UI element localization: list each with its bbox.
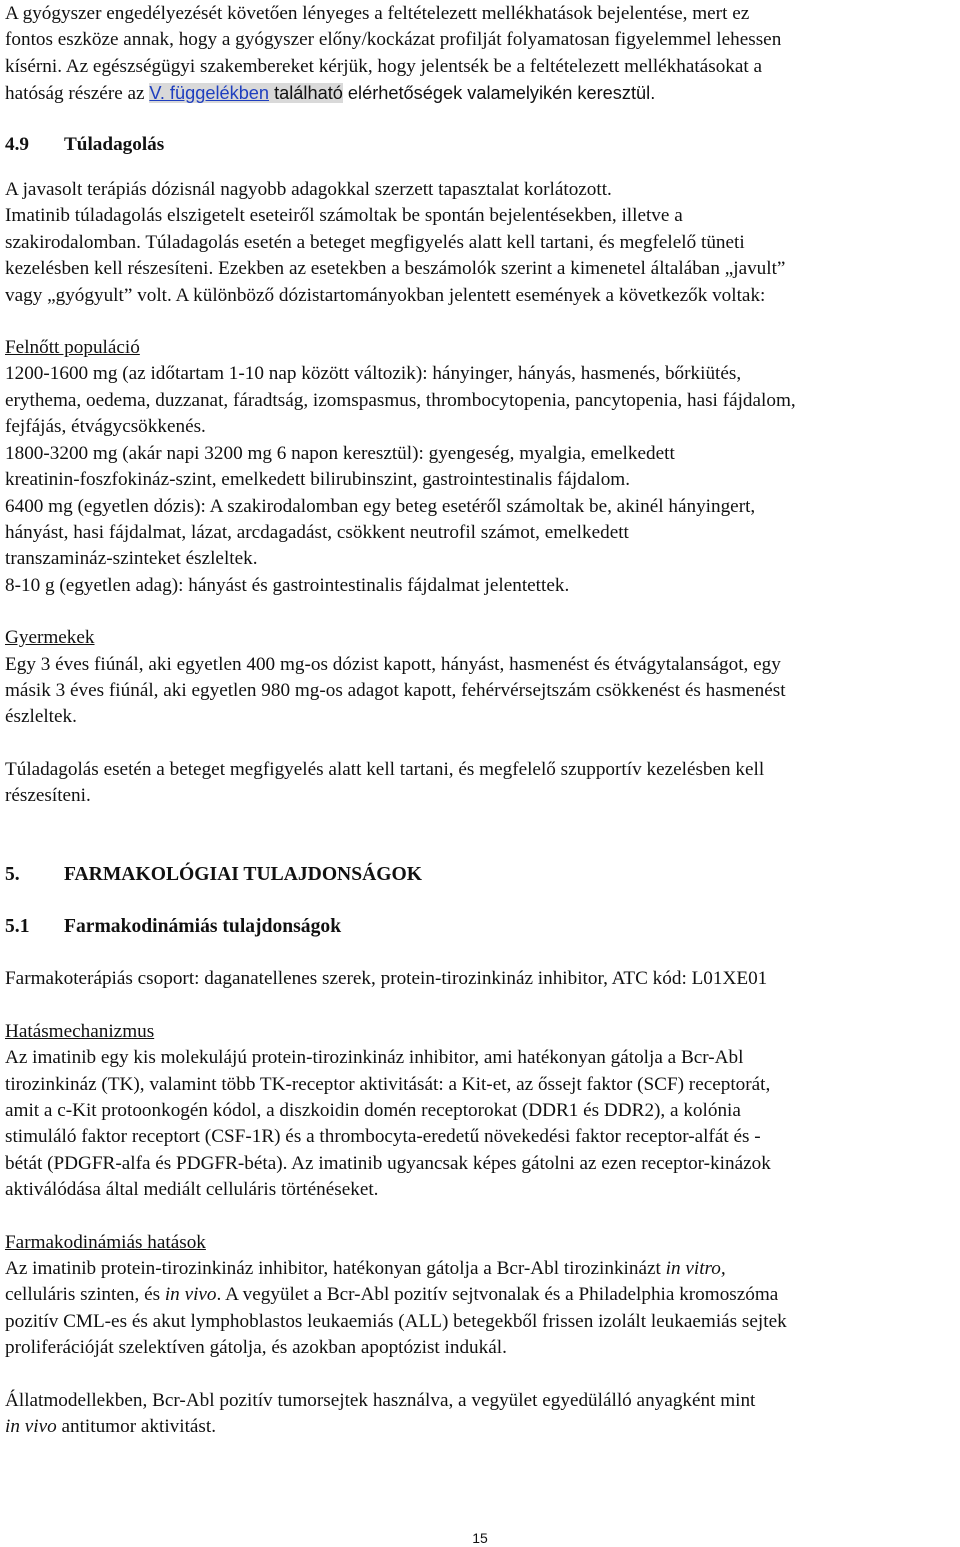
text-line: A javasolt terápiás dózisnál nagyobb adagokkal szerzett tapasztalat korlátozott. <box>5 179 612 201</box>
adult-population-block <box>5 335 955 599</box>
text-line: szakirodalomban. Túladagolás esetén a beteget megfigyelés alatt kell tartani, és megfelelő tüneti <box>5 231 745 253</box>
subheading-children: Gyermekek <box>5 627 95 649</box>
subheading-adult-population: Felnőtt populáció <box>5 337 140 359</box>
highlighted-text: található <box>269 83 343 104</box>
text-line <box>5 80 955 107</box>
text-fragment: Az imatinib protein-tirozinkináz inhibitor, hatékonyan gátolja a Bcr-Abl tirozinkinázt <box>5 1258 666 1280</box>
section-heading-5 <box>5 862 955 888</box>
text-line: 1800-3200 mg (akár napi 3200 mg 6 napon keresztül): gyengeség, myalgia, emelkedett <box>5 442 675 464</box>
text-line: Állatmodellekben, Bcr-Abl pozitív tumorsejtek használva, a vegyület egyedülálló anyagként mint <box>5 1389 756 1411</box>
section-number: 5.1 <box>5 915 30 937</box>
text-line: 6400 mg (egyetlen dózis): A szakirodalomban egy beteg esetéről számoltak be, akinél hányingert, <box>5 495 756 517</box>
text-line: tirozinkináz (TK), valamint több TK-receptor aktivitását: a Kit-et, az őssejt faktor (SCF) receptorát, <box>5 1073 771 1095</box>
text-line: Az imatinib egy kis molekulájú protein-tirozinkináz inhibitor, ami hatékonyan gátolja a Bcr-Abl <box>5 1047 744 1069</box>
text-line: stimuláló faktor receptort (CSF-1R) és a thrombocyta-eredetű növekedési faktor receptor-alfát és - <box>5 1126 761 1148</box>
overdose-paragraph <box>5 177 955 309</box>
text-line: Egy 3 éves fiúnál, aki egyetlen 400 mg-os dózist kapott, hányást, hasmenést és étvágytalanságot, egy <box>5 653 781 675</box>
section-heading-5-1 <box>5 914 955 940</box>
children-block <box>5 625 955 731</box>
text-line: 1200-1600 mg (az időtartam 1-10 nap között változik): hányinger, hányás, hasmenés, bőrkiütés, <box>5 363 742 385</box>
text-line: A gyógyszer engedélyezését követően lényeges a feltételezett mellékhatások bejelentése, mert ez <box>5 3 750 24</box>
text-line: erythema, oedema, duzzanat, fáradtság, izomspasmus, thrombocytopenia, pancytopenia, hasi fájdalom, <box>5 389 796 411</box>
text-line: kísérni. Az egészségügyi szakembereket kérjük, hogy jelentsék be a feltételezett mellékhatásokat a <box>5 55 763 77</box>
text-line: kezelésben kell részesíteni. Ezekben az esetekben a beszámolók szerint a kimenetel általában „javult” <box>5 258 786 280</box>
text-line: fejfájás, étvágycsökkenés. <box>5 416 206 438</box>
italic-term: in vitro, <box>665 1258 726 1280</box>
text-line: amit a c-Kit protoonkogén kódol, a diszkoidin domén receptorokat (DDR1 és DDR2), a kolónia <box>5 1100 741 1121</box>
text-line: aktiválódása által mediált celluláris történéseket. <box>5 1179 379 1201</box>
text-line: proliferációját szelektíven gátolja, és azokban apoptózist indukál. <box>5 1337 507 1359</box>
intro-paragraph <box>5 1 955 108</box>
text-line <box>5 1282 955 1308</box>
text-fragment: celluláris szinten, és <box>5 1284 165 1306</box>
text-line: vagy „gyógyult” volt. A különböző dózistartományokban jelentett események a következők voltak: <box>5 284 766 306</box>
text-fragment: antitumor aktivitást. <box>56 1416 217 1438</box>
text-line <box>5 1256 955 1282</box>
section-title: FARMAKOLÓGIAI TULAJDONSÁGOK <box>64 863 422 885</box>
text-fragment: hatóság részére az <box>5 83 150 105</box>
text-line: fontos eszköze annak, hogy a gyógyszer előny/kockázat profilját folyamatosan figyelemmel lehessen <box>5 29 782 51</box>
appendix-link[interactable]: V. függelékben <box>149 83 270 104</box>
text-fragment: elérhetőségek valamelyikén keresztül. <box>342 83 656 104</box>
text-line: hányást, hasi fájdalmat, lázat, arcdagadást, csökkent neutrofil számot, emelkedett <box>5 521 629 543</box>
text-line: bétát (PDGFR-alfa és PDGFR-béta). Az imatinib ugyancsak képes gátolni az ezen receptor-kinázok <box>5 1152 771 1174</box>
closing-paragraph <box>5 757 955 810</box>
italic-term: in vivo <box>164 1284 217 1306</box>
document-page <box>5 0 955 1440</box>
text-line: részesíteni. <box>5 785 91 807</box>
text-line: észleltek. <box>5 706 77 728</box>
subheading-mechanism: Hatásmechanizmus <box>5 1020 155 1042</box>
page-number: 15 <box>472 1530 488 1546</box>
subheading-effects: Farmakodinámiás hatások <box>5 1231 206 1253</box>
section-number: 5. <box>5 863 20 885</box>
italic-term: in vivo <box>5 1416 57 1438</box>
mechanism-block <box>5 1019 955 1204</box>
atc-code-line: Farmakoterápiás csoport: daganatellenes szerek, protein-tirozinkináz inhibitor, ATC kód: L01XE01 <box>5 968 768 990</box>
section-title: Farmakodinámiás tulajdonságok <box>64 915 342 937</box>
text-line: kreatinin-foszfokináz-szint, emelkedett bilirubinszint, gastrointestinalis fájdalom. <box>5 469 631 491</box>
section-heading-4-9 <box>5 132 955 158</box>
text-line: 8-10 g (egyetlen adag): hányást és gastrointestinalis fájdalmat jelentettek. <box>5 574 570 596</box>
text-line: Imatinib túladagolás elszigetelt eseteiről számoltak be spontán bejelentésekben, illetve a <box>5 205 683 227</box>
text-line: másik 3 éves fiúnál, aki egyetlen 980 mg-os adagot kapott, fehérvérsejtszám csökkenést és hasmenést <box>5 679 786 701</box>
text-line <box>5 1414 955 1440</box>
section-title: Túladagolás <box>64 133 165 155</box>
text-line: Túladagolás esetén a beteget megfigyelés alatt kell tartani, és megfelelő szupportív kezelésben kell <box>5 758 765 780</box>
text-line: pozitív CML-es és akut lymphoblastos leukaemiás (ALL) betegekből frissen izolált leukaemiás sejtek <box>5 1310 787 1332</box>
pharmacodynamic-effects-block <box>5 1230 955 1362</box>
animal-models-paragraph <box>5 1388 955 1441</box>
section-number: 4.9 <box>5 133 29 155</box>
text-line: transzamináz-szinteket észleltek. <box>5 548 258 570</box>
text-fragment: . A vegyület a Bcr-Abl pozitív sejtvonalak és a Philadelphia kromoszóma <box>216 1284 779 1306</box>
